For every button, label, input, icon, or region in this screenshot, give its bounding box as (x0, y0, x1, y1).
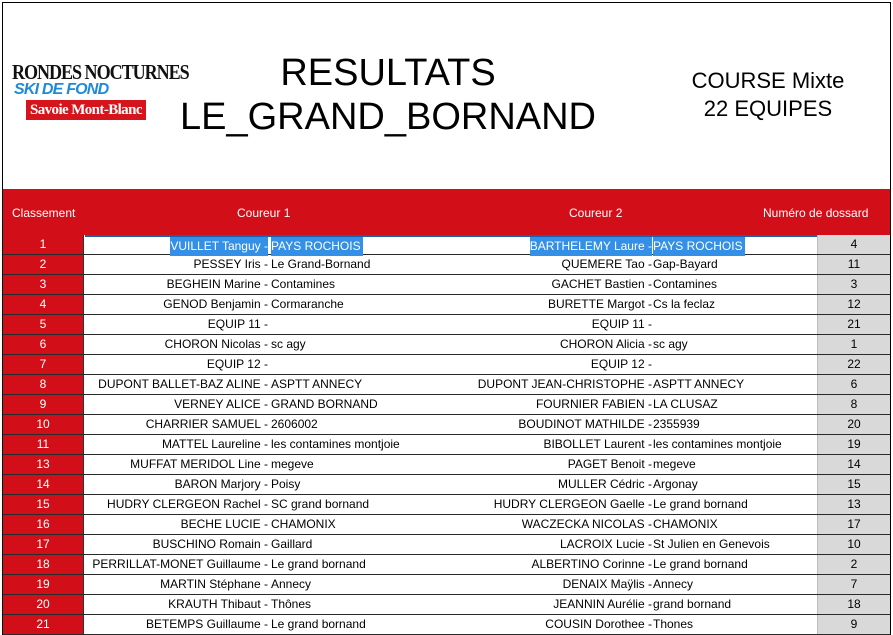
runner-2-name: EQUIP 11 - (591, 317, 652, 331)
table-row[interactable] (3, 575, 890, 595)
runner-2-club: grand bornand (653, 597, 732, 611)
course-info (673, 67, 863, 123)
table-row[interactable] (3, 515, 890, 535)
rank-cell[interactable]: 7 (3, 355, 84, 374)
runner-2-club: sc agy (653, 337, 688, 351)
runner-2-club: Argonay (653, 477, 698, 491)
bib-cell[interactable]: 11 (817, 255, 890, 274)
bib-cell[interactable]: 14 (817, 455, 890, 474)
runner-2-name: GACHET Bastien - (551, 277, 652, 291)
runner-2-club: St Julien en Genevois (653, 537, 770, 551)
runner-1-club: Le grand bornand (271, 617, 366, 631)
runner-2-club: Le grand bornand (653, 557, 748, 571)
runner-2-name: JEANNIN Aurélie - (553, 597, 652, 611)
runner-2-cell[interactable] (447, 235, 817, 254)
runner-2-cell[interactable] (447, 575, 817, 594)
runner-1-cell[interactable] (85, 235, 447, 254)
bib-cell[interactable]: 6 (817, 375, 890, 394)
runner-2-name: LACROIX Lucie - (559, 537, 652, 551)
runner-2-cell[interactable] (447, 615, 817, 634)
table-row[interactable] (3, 555, 890, 575)
runner-1-name: PERRILLAT-MONET Guillaume - (92, 557, 268, 571)
runner-2-cell[interactable] (447, 495, 817, 514)
rank-cell[interactable]: 21 (3, 615, 84, 634)
rank-cell[interactable]: 4 (3, 295, 84, 314)
runner-1-club: Poisy (271, 477, 301, 491)
runner-1-club: les contamines montjoie (271, 437, 400, 451)
bib-cell[interactable]: 1 (817, 335, 890, 354)
column-runner-1[interactable]: Coureur 1 (237, 206, 291, 220)
runner-1-club: Le grand bornand (271, 557, 366, 571)
bib-cell[interactable]: 13 (817, 495, 890, 514)
table-row[interactable] (3, 435, 890, 455)
table-row[interactable] (3, 235, 890, 255)
runner-1-name: GENOD Benjamin - (163, 297, 268, 311)
runner-1-club: PAYS ROCHOIS (271, 237, 363, 256)
rank-cell[interactable]: 10 (3, 415, 84, 434)
bib-cell[interactable]: 12 (817, 295, 890, 314)
runner-1-name: VUILLET Tanguy - (170, 237, 268, 256)
runner-2-cell[interactable] (447, 435, 817, 454)
runner-1-cell[interactable] (85, 535, 447, 554)
results-table (3, 235, 890, 635)
results-sheet (2, 2, 891, 635)
runner-2-club: Annecy (653, 577, 694, 591)
runner-1-name: BUSCHINO Romain - (152, 537, 268, 551)
bib-cell[interactable]: 22 (817, 355, 890, 374)
runner-1-cell[interactable] (85, 315, 447, 334)
runner-2-name: BURETTE Margot - (547, 297, 652, 311)
bib-cell[interactable]: 17 (817, 515, 890, 534)
logo-region: Savoie Mont-Blanc (26, 100, 146, 120)
table-row[interactable] (3, 395, 890, 415)
rank-cell[interactable]: 5 (3, 315, 84, 334)
runner-1-club: Cormaranche (271, 297, 344, 311)
runner-1-name: DUPONT BALLET-BAZ ALINE - (98, 377, 268, 391)
runner-1-name: BEGHEIN Marine - (166, 277, 268, 291)
course-type: COURSE Mixte (691, 68, 845, 93)
runner-1-cell[interactable] (85, 255, 447, 274)
rank-cell[interactable]: 8 (3, 375, 84, 394)
runner-2-club: 2355939 (653, 417, 700, 431)
runner-1-name: MATTEL Laureline - (161, 437, 268, 451)
rank-cell[interactable]: 1 (3, 235, 84, 254)
table-row[interactable] (3, 315, 890, 335)
table-row[interactable] (3, 595, 890, 615)
runner-1-name: KRAUTH Thibaut - (168, 597, 268, 611)
table-row[interactable] (3, 375, 890, 395)
bib-cell[interactable]: 20 (817, 415, 890, 434)
runner-1-name: MARTIN Stéphane - (160, 577, 268, 591)
runner-1-cell[interactable] (85, 395, 447, 414)
runner-2-cell[interactable] (447, 555, 817, 574)
runner-1-club: sc agy (271, 337, 306, 351)
runner-2-cell[interactable] (447, 475, 817, 494)
runner-1-cell[interactable] (85, 595, 447, 614)
runner-2-club: Gap-Bayard (653, 257, 718, 271)
runner-2-cell[interactable] (447, 275, 817, 294)
runner-2-club: PAYS ROCHOIS (653, 237, 745, 256)
runner-1-club: Le Grand-Bornand (271, 257, 371, 271)
sheet-header (3, 3, 890, 189)
bib-cell[interactable]: 4 (817, 235, 890, 254)
runner-1-club: 2606002 (271, 417, 318, 431)
runner-2-name: QUEMERE Tao - (561, 257, 652, 271)
rank-cell[interactable]: 9 (3, 395, 84, 414)
runner-2-name: EQUIP 12 - (590, 357, 652, 371)
runner-2-name: ALBERTINO Corinne - (531, 557, 652, 571)
runner-1-cell[interactable] (85, 455, 447, 474)
title-line-2: LE_GRAND_BORNAND (180, 96, 596, 138)
runner-1-cell[interactable] (85, 615, 447, 634)
runner-2-cell[interactable] (447, 335, 817, 354)
rank-cell[interactable]: 6 (3, 335, 84, 354)
bib-cell[interactable]: 10 (817, 535, 890, 554)
runner-1-club: ASPTT ANNECY (271, 377, 363, 391)
runner-1-cell[interactable] (85, 515, 447, 534)
table-row[interactable] (3, 475, 890, 495)
rank-cell[interactable]: 14 (3, 475, 84, 494)
runner-1-club: Thônes (271, 597, 312, 611)
runner-2-name: PAGET Benoit - (567, 457, 652, 471)
bib-cell[interactable]: 21 (817, 315, 890, 334)
rank-cell[interactable]: 19 (3, 575, 84, 594)
runner-2-club: LA CLUSAZ (653, 397, 718, 411)
runner-1-name: BETEMPS Guillaume - (145, 617, 268, 631)
title-line-1: RESULTATS (280, 52, 496, 94)
runner-2-name: BARTHELEMY Laure - (530, 237, 652, 256)
bib-cell[interactable]: 15 (817, 475, 890, 494)
runner-1-name: HUDRY CLERGEON Rachel - (107, 497, 268, 511)
bib-cell[interactable]: 18 (817, 595, 890, 614)
column-runner-2[interactable]: Coureur 2 (569, 206, 623, 220)
table-row[interactable] (3, 275, 890, 295)
page-title (173, 51, 603, 139)
table-row[interactable] (3, 455, 890, 475)
runner-1-club: Annecy (271, 577, 312, 591)
runner-1-cell[interactable] (85, 295, 447, 314)
table-row[interactable] (3, 495, 890, 515)
runner-2-cell[interactable] (447, 395, 817, 414)
runner-2-club: megeve (653, 457, 696, 471)
bib-cell[interactable]: 19 (817, 435, 890, 454)
runner-1-name: BECHE LUCIE - (180, 517, 268, 531)
event-logo (12, 60, 189, 127)
runner-2-name: BIBOLLET Laurent - (543, 437, 652, 451)
bib-cell[interactable]: 9 (817, 615, 890, 634)
runner-1-club: GRAND BORNAND (271, 397, 378, 411)
runner-1-cell[interactable] (85, 335, 447, 354)
runner-1-cell[interactable] (85, 435, 447, 454)
bib-cell[interactable]: 2 (817, 555, 890, 574)
runner-2-club: Contamines (653, 277, 718, 291)
rank-cell[interactable]: 18 (3, 555, 84, 574)
runner-2-cell[interactable] (447, 255, 817, 274)
runner-2-cell[interactable] (447, 515, 817, 534)
runner-2-name: WACZECKA NICOLAS - (521, 517, 652, 531)
rank-cell[interactable]: 11 (3, 435, 84, 454)
logo-subtitle: SKI DE FOND (14, 81, 109, 98)
runner-1-name: BARON Marjory - (174, 477, 268, 491)
runner-1-cell[interactable] (85, 275, 447, 294)
runner-1-club: megeve (271, 457, 314, 471)
rank-cell[interactable]: 2 (3, 255, 84, 274)
runner-2-club: Le grand bornand (653, 497, 748, 511)
rank-cell[interactable]: 15 (3, 495, 84, 514)
runner-1-cell[interactable] (85, 475, 447, 494)
runner-1-cell[interactable] (85, 415, 447, 434)
table-row[interactable] (3, 535, 890, 555)
runner-2-club: Cs la feclaz (653, 297, 716, 311)
runner-2-name: DUPONT JEAN-CHRISTOPHE - (477, 377, 652, 391)
runner-2-club: CHAMONIX (653, 517, 718, 531)
table-row[interactable] (3, 615, 890, 635)
team-count: 22 EQUIPES (703, 96, 833, 121)
runner-2-name: HUDRY CLERGEON Gaelle - (493, 497, 652, 511)
runner-2-cell[interactable] (447, 415, 817, 434)
runner-2-name: FOURNIER FABIEN - (535, 397, 652, 411)
logo-title: RONDES NOCTURNES (12, 60, 189, 84)
rank-cell[interactable]: 13 (3, 455, 84, 474)
runner-1-cell[interactable] (85, 555, 447, 574)
runner-1-name: EQUIP 12 - (206, 357, 268, 371)
bib-cell[interactable]: 7 (817, 575, 890, 594)
runner-1-name: VERNEY ALICE - (174, 397, 268, 411)
column-header-band (3, 189, 890, 235)
runner-2-name: BOUDINOT MATHILDE - (518, 417, 652, 431)
runner-2-club: les contamines montjoie (653, 437, 782, 451)
runner-1-cell[interactable] (85, 575, 447, 594)
runner-1-club: CHAMONIX (271, 517, 336, 531)
bib-cell[interactable]: 3 (817, 275, 890, 294)
column-bib[interactable]: Numéro de dossard (763, 206, 869, 220)
runner-2-name: MULLER Cédric - (557, 477, 652, 491)
runner-1-cell[interactable] (85, 355, 447, 374)
runner-2-cell[interactable] (447, 455, 817, 474)
runner-2-club: Thones (653, 617, 694, 631)
table-row[interactable] (3, 415, 890, 435)
table-row[interactable] (3, 255, 890, 275)
runner-2-cell[interactable] (447, 355, 817, 374)
runner-2-cell[interactable] (447, 535, 817, 554)
rank-cell[interactable]: 3 (3, 275, 84, 294)
runner-1-name: CHORON Nicolas - (164, 337, 268, 351)
table-row[interactable] (3, 355, 890, 375)
runner-2-club: ASPTT ANNECY (653, 377, 745, 391)
runner-1-name: EQUIP 11 - (207, 317, 268, 331)
runner-2-cell[interactable] (447, 295, 817, 314)
rank-cell[interactable]: 16 (3, 515, 84, 534)
runner-1-name: CHARRIER SAMUEL - (145, 417, 268, 431)
table-row[interactable] (3, 295, 890, 315)
bib-cell[interactable]: 8 (817, 395, 890, 414)
runner-2-cell[interactable] (447, 315, 817, 334)
column-rank[interactable]: Classement (12, 206, 76, 220)
runner-1-club: SC grand bornand (271, 497, 370, 511)
runner-2-name: DENAIX Maÿlis - (562, 577, 652, 591)
runner-2-cell[interactable] (447, 595, 817, 614)
runner-1-cell[interactable] (85, 375, 447, 394)
runner-2-name: COUSIN Dorothee - (545, 617, 652, 631)
runner-1-name: PESSEY Iris - (193, 257, 268, 271)
runner-1-club: Contamines (271, 277, 336, 291)
table-row[interactable] (3, 335, 890, 355)
rank-cell[interactable]: 20 (3, 595, 84, 614)
runner-2-cell[interactable] (447, 375, 817, 394)
runner-1-cell[interactable] (85, 495, 447, 514)
runner-1-club: Gaillard (271, 537, 313, 551)
rank-cell[interactable]: 17 (3, 535, 84, 554)
runner-1-name: MUFFAT MERIDOL Line - (130, 457, 268, 471)
runner-2-name: CHORON Alicia - (559, 337, 652, 351)
